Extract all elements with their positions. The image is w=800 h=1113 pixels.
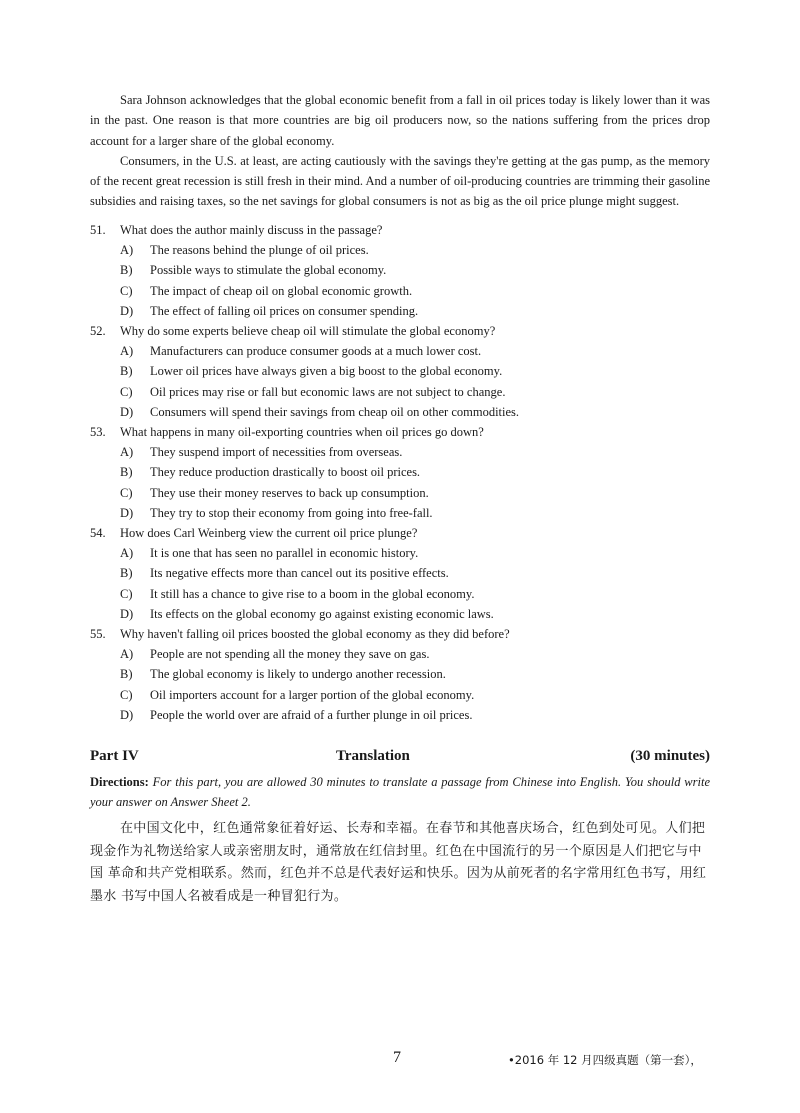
answer-option [90, 260, 710, 280]
question-number: 51. [90, 223, 106, 237]
option-text: Its negative effects more than cancel out its positive effects. [150, 566, 449, 581]
answer-option [90, 503, 710, 523]
page-number: 7 [393, 1049, 401, 1066]
part-label: Part IV [90, 748, 139, 764]
option-letter: B) [120, 566, 133, 581]
answer-option [90, 604, 710, 624]
answer-option [90, 281, 710, 301]
question-52 [90, 321, 710, 422]
option-text: Oil prices may rise or fall but economic laws are not subject to change. [150, 384, 506, 399]
answer-option [90, 402, 710, 422]
answer-option [90, 382, 710, 402]
option-text: It still has a chance to give rise to a boom in the global economy. [150, 586, 475, 601]
question-55 [90, 624, 710, 725]
option-letter: B) [120, 465, 133, 480]
option-text: They use their money reserves to back up consumption. [150, 485, 429, 500]
option-text: They reduce production drastically to boost oil prices. [150, 465, 421, 480]
option-letter: A) [120, 243, 134, 258]
option-letter: D) [120, 606, 134, 621]
question-number: 53. [90, 425, 106, 440]
question-text: Why haven't falling oil prices boosted the global economy as they did before? [120, 627, 510, 642]
option-letter: D) [120, 404, 134, 419]
reading-passage [90, 90, 710, 212]
passage-paragraph-2: Consumers, in the U.S. at least, are acting cautiously with the savings they're getting at the gas pump, as the memory of the recent great recession is still fresh in their mind. And a number of oil-producing countries are trimming their gasoline subsidies and raising taxes, so the net savings for global consumers is not as big as the oil price plunge might suggest. [90, 153, 710, 209]
answer-option [90, 240, 710, 260]
question-text: What does the author mainly discuss in the passage? [120, 223, 383, 237]
question-stem [90, 523, 710, 543]
answer-option [90, 442, 710, 462]
answer-option [90, 584, 710, 604]
question-list [90, 220, 710, 725]
footer-note: •2016 年 12 月四级真题（第一套）， [508, 1053, 702, 1067]
question-number: 54. [90, 526, 106, 541]
answer-option [90, 483, 710, 503]
answer-option [90, 341, 710, 361]
option-letter: A) [120, 546, 134, 561]
option-text: People are not spending all the money they save on gas. [150, 647, 430, 662]
option-letter: B) [120, 364, 133, 379]
part-title: Translation [336, 748, 410, 764]
question-text: How does Carl Weinberg view the current oil price plunge? [120, 526, 418, 541]
option-letter: C) [120, 687, 133, 702]
question-text: What happens in many oil-exporting countries when oil prices go down? [120, 425, 484, 440]
option-letter: D) [120, 303, 134, 318]
question-text: Why do some experts believe cheap oil will stimulate the global economy? [120, 324, 496, 339]
option-letter: C) [120, 586, 133, 601]
question-number: 52. [90, 324, 106, 339]
option-text: Manufacturers can produce consumer goods at a much lower cost. [150, 344, 482, 359]
option-text: Oil importers account for a larger portion of the global economy. [150, 687, 475, 702]
option-letter: B) [120, 667, 133, 682]
question-54 [90, 523, 710, 624]
option-text: The impact of cheap oil on global economic growth. [150, 283, 413, 298]
option-text: They suspend import of necessities from overseas. [150, 445, 403, 460]
part-time: (30 minutes) [630, 748, 710, 764]
answer-option [90, 361, 710, 381]
answer-option [90, 563, 710, 583]
passage-paragraph-1: Sara Johnson acknowledges that the global economic benefit from a fall in oil prices today is likely lower than it was in the past. One reason is that more countries are big oil producers now, so the nations suffering from the prices drop account for a larger share of the global economy. [90, 93, 710, 148]
option-text: Consumers will spend their savings from cheap oil on other commodities. [150, 404, 520, 419]
option-text: People the world over are afraid of a further plunge in oil prices. [150, 707, 473, 722]
answer-option [90, 685, 710, 705]
answer-option [90, 664, 710, 684]
answer-option [90, 462, 710, 482]
question-51 [90, 220, 710, 321]
answer-option [90, 301, 710, 321]
answer-option [90, 705, 710, 725]
answer-option [90, 543, 710, 563]
option-letter: C) [120, 384, 133, 399]
question-number: 55. [90, 627, 106, 642]
question-53 [90, 422, 710, 523]
option-text: The reasons behind the plunge of oil prices. [150, 243, 369, 258]
option-letter: C) [120, 485, 133, 500]
option-text: The effect of falling oil prices on consumer spending. [150, 303, 419, 318]
directions [90, 772, 710, 812]
option-letter: A) [120, 344, 134, 359]
option-letter: D) [120, 707, 134, 722]
option-letter: A) [120, 445, 134, 460]
option-text: Lower oil prices have always given a big boost to the global economy. [150, 364, 503, 379]
option-text: They try to stop their economy from going into free-fall. [150, 505, 433, 520]
question-stem [90, 624, 710, 644]
question-stem [90, 321, 710, 341]
answer-option [90, 644, 710, 664]
option-text: It is one that has seen no parallel in economic history. [150, 546, 419, 561]
directions-text: For this part, you are allowed 30 minutes to translate a passage from Chinese into English. You should write your answer on Answer Sheet 2. [90, 775, 710, 809]
part-header [90, 748, 710, 770]
option-letter: C) [120, 283, 133, 298]
option-letter: D) [120, 505, 134, 520]
option-text: Its effects on the global economy go against existing economic laws. [150, 606, 494, 621]
option-text: The global economy is likely to undergo another recession. [150, 667, 446, 682]
question-stem [90, 220, 710, 240]
question-stem [90, 422, 710, 442]
option-letter: A) [120, 647, 134, 662]
option-text: Possible ways to stimulate the global economy. [150, 263, 387, 278]
option-letter: B) [120, 263, 133, 278]
translation-passage: 在中国文化中，红色通常象征着好运、长寿和幸福。在春节和其他喜庆场合，红色到处可见。人们把现金作为礼物送给家人或亲密朋友时，通常放在红信封里。红色在中国流行的另一个原因是人们把它与中国 革命和共产党相联系。然而，红色并不总是代表好运和快乐。因为从前死者的名字常用红色书写，用红墨水 书写中国人名被看成是一种冒犯行为。 [90, 821, 707, 904]
directions-label: Directions: [90, 775, 149, 789]
